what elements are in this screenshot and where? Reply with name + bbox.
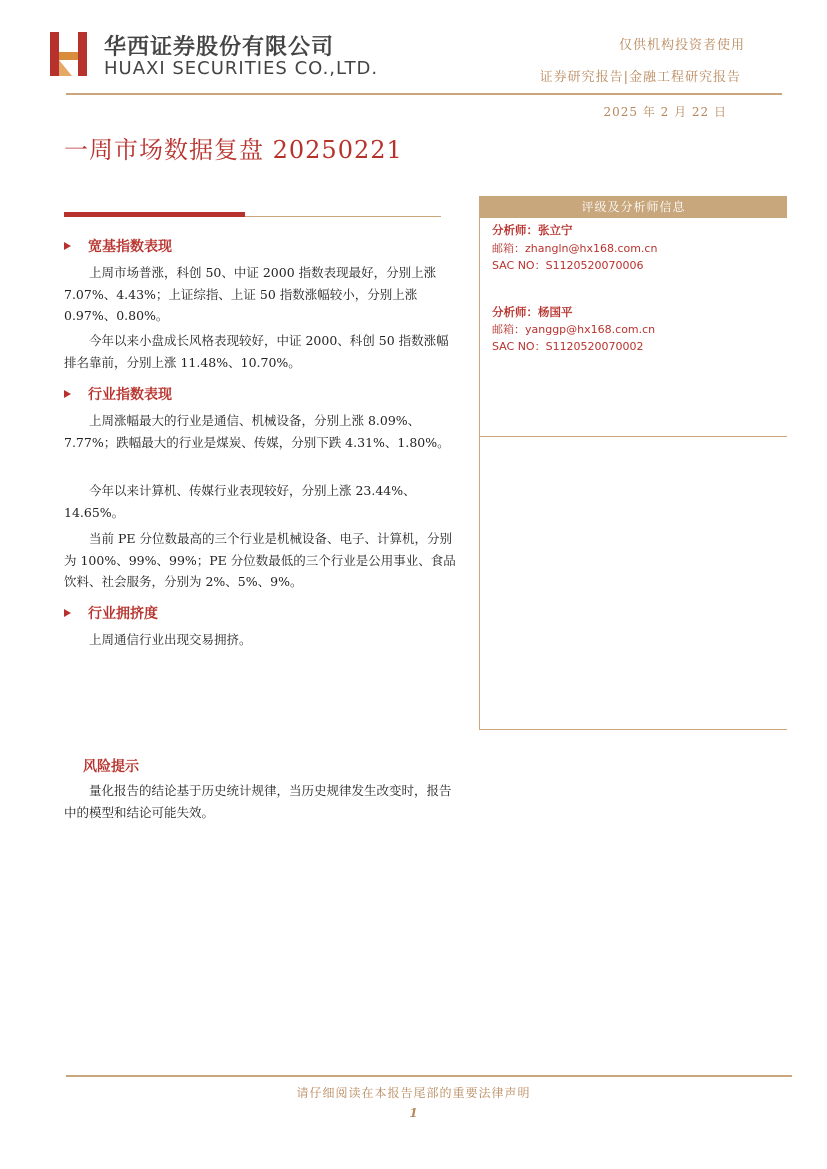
paragraph: 上周通信行业出现交易拥挤。	[89, 632, 252, 647]
section-heading-crowding	[64, 603, 158, 623]
analyst-name: 分析师：张立宁	[492, 223, 573, 237]
huaxi-logo-icon	[48, 30, 92, 78]
sidebar-divider	[480, 436, 787, 437]
paragraph: 今年以来计算机、传媒行业表现较好，分别上涨 23.44%、14.65%。	[64, 483, 416, 520]
analyst-info-panel	[479, 196, 787, 730]
section-heading-label: 宽基指数表现	[88, 239, 172, 255]
section-heading-label: 行业指数表现	[88, 387, 172, 403]
risk-heading: 风险提示	[83, 759, 139, 775]
company-name-cn: 华西证券股份有限公司	[104, 35, 335, 60]
section-heading-broad-index	[64, 236, 172, 256]
paragraph: 上周市场普涨，科创 50、中证 2000 指数表现最好，分别上涨 7.07%、4.43%；上证综指、上证 50 指数涨幅较小，分别上涨 0.97%、0.80%。	[64, 265, 437, 323]
analyst-panel-title: 评级及分析师信息	[480, 196, 787, 218]
report-type: 证券研究报告|金融工程研究报告	[539, 70, 741, 85]
analyst-sac: SAC NO：S1120520070006	[492, 259, 644, 272]
page-number: 1	[409, 1106, 418, 1120]
triangle-bullet-icon	[64, 609, 71, 617]
triangle-bullet-icon	[64, 242, 71, 250]
analyst-name: 分析师：杨国平	[492, 305, 573, 319]
paragraph: 当前 PE 分位数最高的三个行业是机械设备、电子、计算机，分别为 100%、99%、99%；PE 分位数最低的三个行业是公用事业、食品饮料、社会服务，分别为 2%、5%、9%。	[64, 531, 456, 589]
report-title: 一周市场数据复盘 20250221	[64, 136, 403, 164]
title-rule-accent	[64, 212, 245, 217]
section-heading-industry-index	[64, 384, 172, 404]
triangle-bullet-icon	[64, 390, 71, 398]
usage-note: 仅供机构投资者使用	[618, 38, 745, 53]
footer-divider	[66, 1075, 792, 1077]
analyst-sac: SAC NO：S1120520070002	[492, 340, 644, 353]
legal-notice: 请仔细阅读在本报告尾部的重要法律声明	[296, 1086, 531, 1100]
report-date: 2025 年 2 月 22 日	[603, 105, 727, 119]
company-name-en: HUAXI SECURITIES CO.,LTD.	[104, 58, 379, 79]
risk-text: 量化报告的结论基于历史统计规律，当历史规律发生改变时，报告中的模型和结论可能失效。	[64, 783, 452, 820]
header-divider	[66, 93, 782, 95]
section-heading-label: 行业拥挤度	[88, 606, 158, 622]
paragraph: 今年以来小盘成长风格表现较好，中证 2000、科创 50 指数涨幅排名靠前，分别上涨 11.48%、10.70%。	[64, 333, 449, 370]
analyst-email: 邮箱：yanggp@hx168.com.cn	[492, 323, 656, 336]
analyst-email: 邮箱：zhangln@hx168.com.cn	[492, 242, 658, 255]
title-rule-line	[245, 216, 441, 217]
paragraph: 上周涨幅最大的行业是通信、机械设备，分别上涨 8.09%、7.77%；跌幅最大的行业是煤炭、传媒，分别下跌 4.31%、1.80%。	[64, 413, 450, 450]
